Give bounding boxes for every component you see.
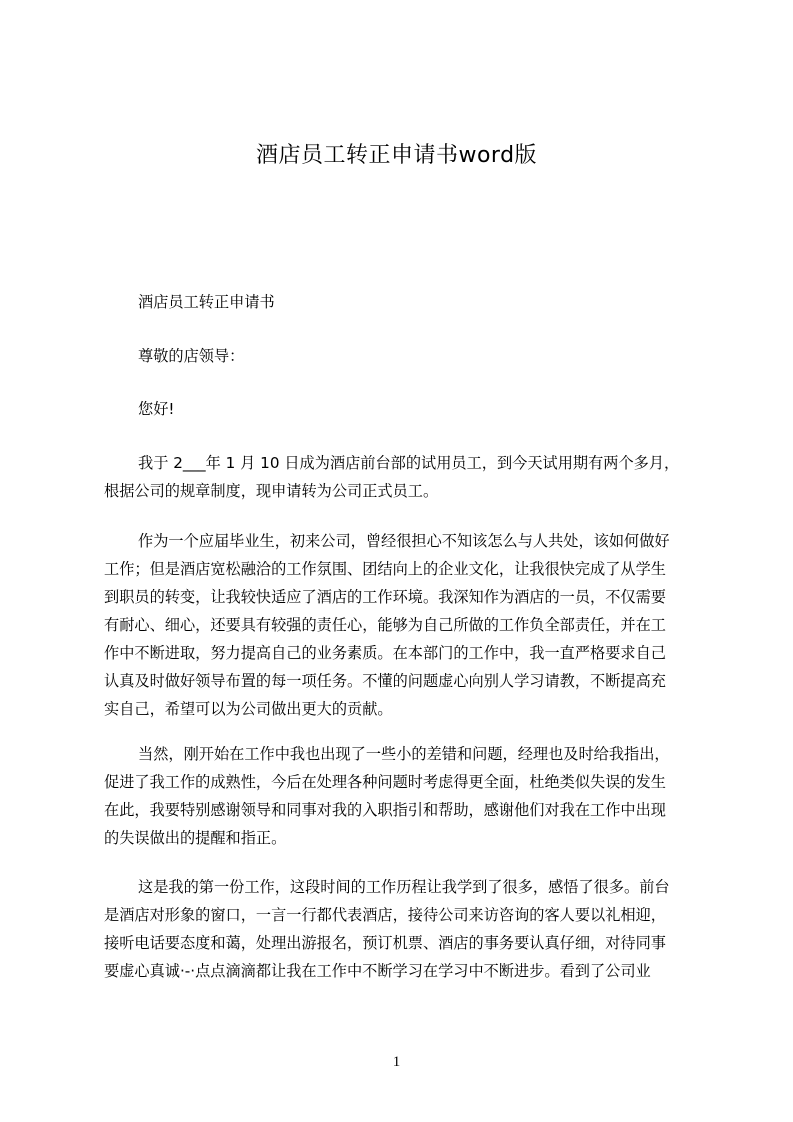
paragraph-4 — [104, 873, 697, 985]
paragraph-line: 作为一个应届毕业生，初来公司，曾经很担心不知该怎么与人共处，该如何做好 — [138, 532, 670, 550]
paragraph-line: 这是我的第一份工作，这段时间的工作历程让我学到了很多，感悟了很多。前台 — [138, 878, 670, 896]
document-subtitle: 酒店员工转正申请书 — [138, 293, 275, 311]
paragraph-line: 到职员的转变，让我较快适应了酒店的工作环境。我深知作为酒店的一员，不仅需要 — [104, 588, 666, 606]
greeting: 您好! — [138, 400, 175, 418]
paragraph-3 — [104, 740, 697, 852]
paragraph-line: 促进了我工作的成熟性，今后在处理各种问题时考虑得更全面，杜绝类似失误的发生 — [104, 773, 666, 791]
paragraph-line: 在此，我要特别感谢领导和同事对我的入职指引和帮助，感谢他们对我在工作中出现 — [104, 801, 666, 819]
paragraph-1 — [104, 449, 697, 505]
salutation: 尊敬的店领导： — [138, 347, 245, 365]
paragraph-line: 有耐心、细心，还要具有较强的责任心，能够为自己所做的工作负全部责任，并在工 — [104, 616, 666, 634]
paragraph-line: 根据公司的规章制度，现申请转为公司正式员工。 — [104, 482, 439, 500]
paragraph-line: 认真及时做好领导布置的每一项任务。不懂的问题虚心向别人学习请教，不断提高充 — [104, 672, 666, 690]
paragraph-line: 工作；但是酒店宽松融洽的工作氛围、团结向上的企业文化，让我很快完成了从学生 — [104, 560, 666, 578]
paragraph-line: 作中不断进取，努力提高自己的业务素质。在本部门的工作中，我一直严格要求自己 — [104, 644, 666, 662]
paragraph-line: 实自己，希望可以为公司做出更大的贡献。 — [104, 700, 393, 718]
paragraph-line: 的失误做出的提醒和指正。 — [104, 829, 287, 847]
page-number: 1 — [392, 1054, 401, 1070]
paragraph-line: 要虚心真诚·-·点点滴滴都让我在工作中不断学习在学习中不断进步。看到了公司业 — [104, 962, 651, 980]
paragraph-line: 接听电话要态度和蔼，处理出游报名，预订机票、酒店的事务要认真仔细，对待同事 — [104, 934, 666, 952]
page-title: 酒店员工转正申请书word版 — [255, 143, 538, 168]
paragraph-2 — [104, 527, 697, 723]
paragraph-line: 是酒店对形象的窗口，一言一行都代表酒店，接待公司来访咨询的客人要以礼相迎， — [104, 906, 666, 924]
paragraph-line: 我于 2___年 1 月 10 日成为酒店前台部的试用员工，到今天试用期有两个多月， — [138, 454, 680, 472]
paragraph-line: 当然，刚开始在工作中我也出现了一些小的差错和问题，经理也及时给我指出， — [138, 745, 670, 763]
